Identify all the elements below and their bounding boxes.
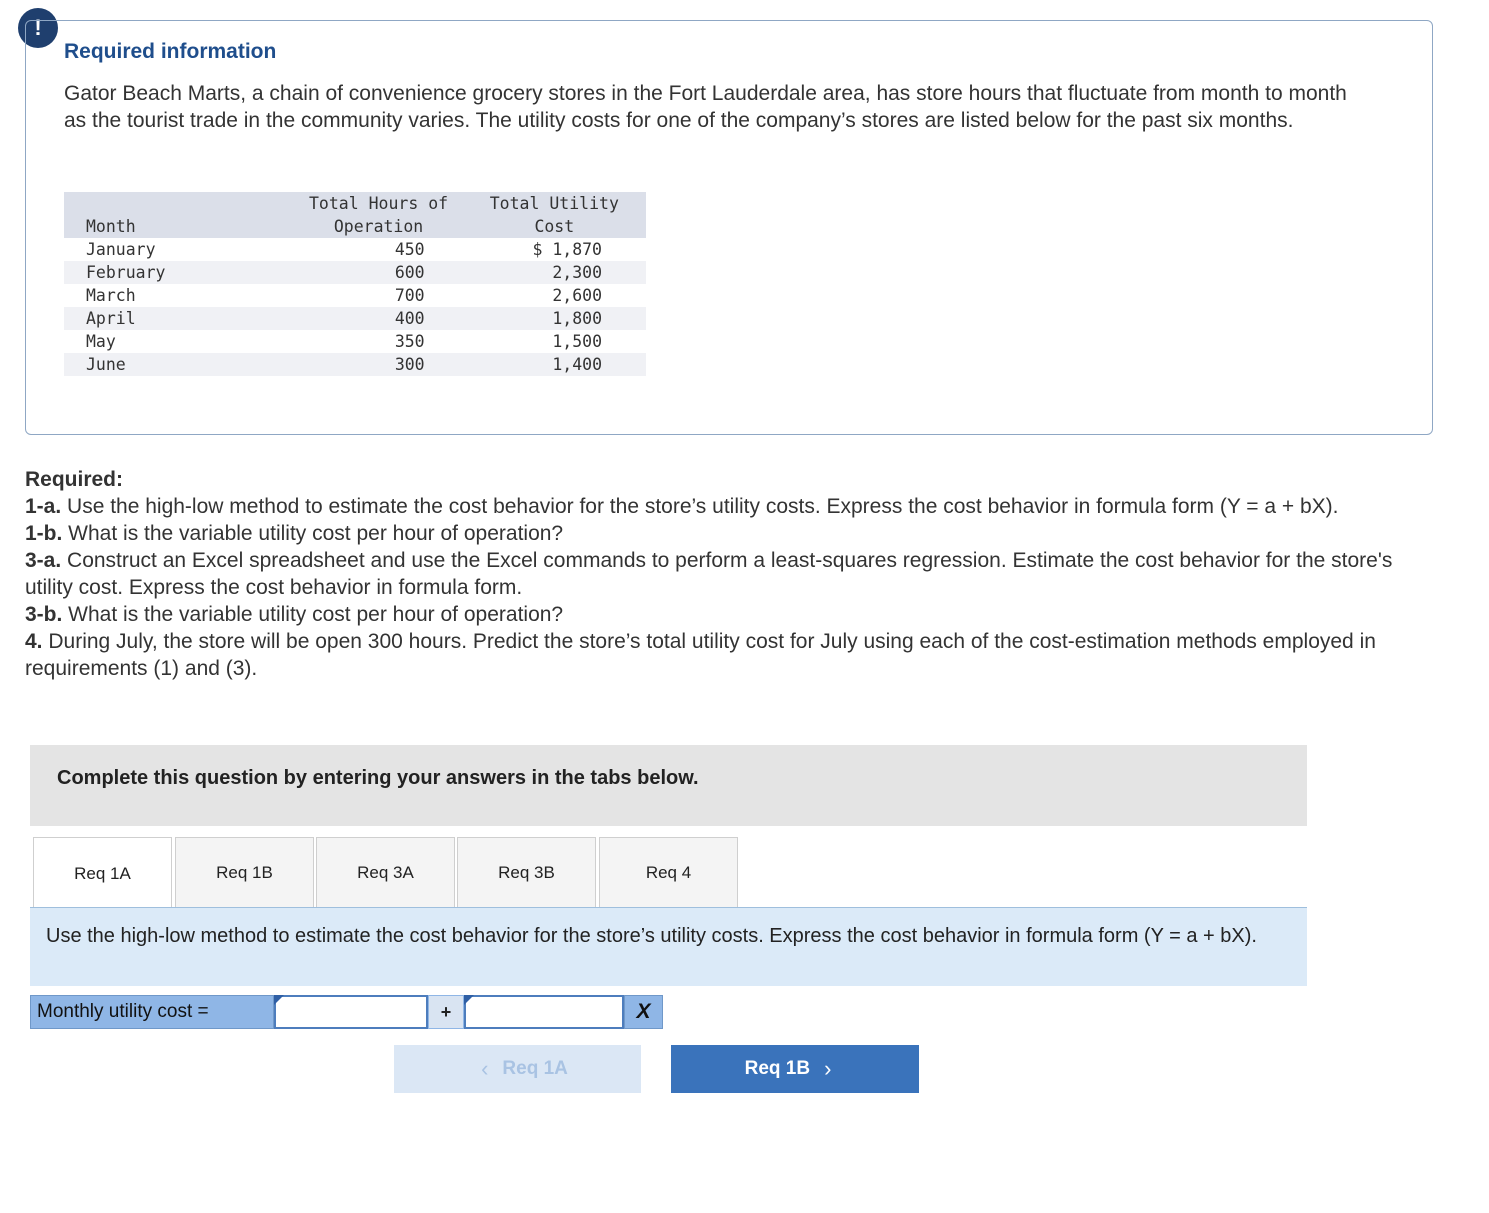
- requirement-text: Construct an Excel spreadsheet and use the Excel commands to perform a least-squares regression. Estimate the cost behavior for the store's utility cost. Express the cost behavior in formula form.: [25, 549, 1393, 599]
- complete-question-banner: [30, 745, 1307, 826]
- requirement-item: [25, 547, 1435, 601]
- requirement-label: 1-b.: [25, 522, 63, 545]
- required-heading: Required:: [25, 468, 124, 491]
- table-row: [64, 284, 646, 307]
- header-month: Month: [64, 192, 294, 238]
- requirement-text: What is the variable utility cost per hour of operation?: [62, 603, 564, 626]
- hours-cell: 400: [294, 307, 462, 330]
- tab-req-1a[interactable]: Req 1A: [33, 837, 172, 909]
- month-cell: June: [64, 353, 294, 376]
- next-req-button[interactable]: [671, 1045, 919, 1093]
- header-hours-line2: Operation: [294, 215, 462, 238]
- variable-cost-input[interactable]: [464, 995, 624, 1029]
- header-cost-line2: Cost: [463, 215, 646, 238]
- info-text: Gator Beach Marts, a chain of convenience grocery stores in the Fort Lauderdale area, has store hours that fluctuate from month to month as the tourist trade in the community varies. The utility costs for one of the company’s stores are listed below for the past six months.: [64, 82, 1347, 132]
- requirement-text: What is the variable utility cost per hour of operation?: [62, 522, 564, 545]
- table-row: [64, 238, 646, 261]
- plus-sign: +: [428, 995, 464, 1029]
- tab-req-3a[interactable]: Req 3A: [316, 837, 455, 907]
- cost-cell: 1,800: [463, 307, 646, 330]
- requirement-text: Use the high-low method to estimate the cost behavior for the store’s utility costs. Express the cost behavior in formula form (Y = a + bX).: [61, 495, 1339, 518]
- requirement-item: [25, 601, 1435, 628]
- header-cost-line1: Total Utility: [463, 192, 646, 215]
- table-row: [64, 330, 646, 353]
- requirement-label: 1-a.: [25, 495, 62, 518]
- requirement-label: 3-b.: [25, 603, 63, 626]
- month-cell: April: [64, 307, 294, 330]
- tab-req-3b[interactable]: Req 3B: [457, 837, 596, 907]
- month-cell: May: [86, 332, 116, 351]
- hours-cell: 450: [394, 240, 425, 259]
- cost-cell: $ 1,870: [532, 240, 602, 259]
- requirement-label: 4.: [25, 630, 43, 653]
- previous-req-button[interactable]: [394, 1045, 641, 1093]
- table-row: [64, 307, 646, 330]
- requirement-text: During July, the store will be open 300 hours. Predict the store’s total utility cost for July using each of the cost-estimation methods employed in requirements (1) and (3).: [25, 630, 1376, 680]
- monthly-utility-cost-label: Monthly utility cost =: [30, 995, 274, 1029]
- chevron-right-icon: ›: [824, 1056, 832, 1081]
- month-cell: January: [86, 240, 156, 259]
- cost-cell: 1,400: [463, 353, 646, 376]
- complete-question-text: Complete this question by entering your answers in the tabs below.: [57, 767, 699, 789]
- hours-cell: 350: [394, 332, 425, 351]
- requirement-item: [25, 493, 1435, 520]
- tab-req-1b[interactable]: Req 1B: [175, 837, 314, 907]
- tab-req-4[interactable]: Req 4: [599, 837, 738, 907]
- instruction-panel: [30, 907, 1307, 986]
- fixed-cost-input[interactable]: [274, 995, 428, 1029]
- cost-cell: 2,300: [463, 261, 646, 284]
- header-hours-line1: Total Hours of: [294, 192, 462, 215]
- month-cell: March: [86, 286, 136, 305]
- requirement-item: [25, 520, 1435, 547]
- month-cell: February: [64, 261, 294, 284]
- instruction-text: Use the high-low method to estimate the cost behavior for the store’s utility costs. Express the cost behavior in formula form (Y = a + bX).: [46, 925, 1257, 947]
- requirement-label: 3-a.: [25, 549, 62, 572]
- x-variable: X: [624, 995, 663, 1029]
- hours-cell: 600: [294, 261, 462, 284]
- requirements-list: [25, 466, 1435, 682]
- previous-req-label: Req 1A: [502, 1058, 568, 1079]
- table-row: [64, 353, 646, 376]
- alert-icon: !: [18, 8, 58, 48]
- cost-cell: 1,500: [552, 332, 602, 351]
- hours-cell: 300: [294, 353, 462, 376]
- next-req-label: Req 1B: [744, 1058, 811, 1079]
- input-marker-icon: [274, 995, 284, 1005]
- requirement-item: [25, 628, 1435, 682]
- info-title: Required information: [64, 40, 277, 63]
- utility-cost-table: [64, 192, 646, 376]
- chevron-left-icon: ‹: [481, 1056, 489, 1081]
- cost-cell: 2,600: [552, 286, 602, 305]
- table-row: [64, 261, 646, 284]
- hours-cell: 700: [394, 286, 425, 305]
- input-marker-icon: [464, 995, 474, 1005]
